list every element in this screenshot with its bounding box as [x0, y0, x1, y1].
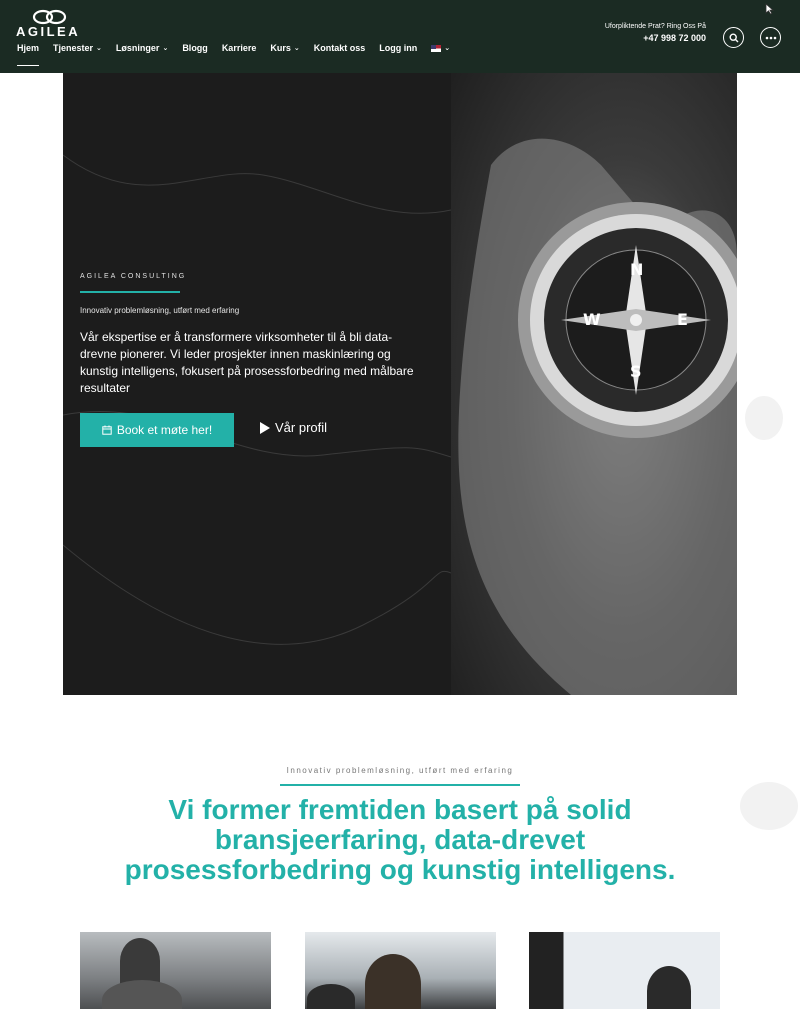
team-card-1[interactable]: [80, 932, 271, 1009]
eyebrow-divider: [80, 291, 180, 293]
calendar-icon: [102, 425, 112, 435]
person-photo: [307, 984, 355, 1009]
book-meeting-label: Book et møte her!: [116, 423, 213, 437]
nav-label: Tjenester: [53, 43, 94, 53]
person-photo: [647, 966, 691, 1009]
hero-subtitle: Innovativ problemløsning, utført med erfaring: [80, 306, 240, 315]
book-meeting-button[interactable]: [80, 413, 234, 447]
search-button[interactable]: [723, 27, 744, 48]
more-icon: [765, 36, 777, 40]
person-photo: [120, 938, 160, 984]
section-title: Vi former fremtiden basert på solid bransjeerfaring, data-drevet prosessforbedring og kunstig intelligens.: [124, 794, 676, 885]
nav-label: Kontakt oss: [313, 43, 366, 53]
contact-info: [605, 23, 706, 43]
team-card-2[interactable]: [305, 932, 496, 1009]
search-icon: [729, 33, 739, 43]
more-button[interactable]: [760, 27, 781, 48]
person-photo: [102, 980, 182, 1009]
nav-item-karriere[interactable]: [222, 43, 257, 53]
nav-item-losninger[interactable]: [116, 43, 168, 53]
nav-item-logg-inn[interactable]: [379, 43, 417, 53]
hero-description: Vår ekspertise er å transformere virksomheter til å bli data-drevne pionerer. Vi leder prosjekter innen maskinlæring og kunstig intelligens, fokusert på prosessforbedring med målbare resultater: [80, 330, 414, 395]
team-card-3[interactable]: [529, 932, 720, 1009]
svg-text:N: N: [630, 260, 644, 279]
hero-eyebrow: AGILEA CONSULTING: [80, 273, 187, 280]
svg-text:E: E: [677, 310, 688, 329]
mouse-cursor-icon: [765, 3, 774, 15]
main-nav: [17, 43, 464, 53]
logo-wordmark: AGILEA: [16, 24, 81, 39]
nav-label: Kurs: [270, 43, 291, 53]
chevron-down-icon: ⌄: [96, 45, 102, 52]
nav-label: Blogg: [182, 43, 208, 53]
site-header: [0, 0, 800, 73]
decorative-blob: [740, 782, 798, 830]
person-photo: [365, 954, 421, 1009]
nav-label: Løsninger: [115, 43, 160, 53]
nav-item-hjem[interactable]: [17, 43, 39, 53]
chevron-down-icon: ⌄: [162, 45, 169, 52]
svg-text:W: W: [583, 310, 601, 329]
compass-in-hand-illustration: [451, 25, 737, 695]
nav-item-kurs[interactable]: [270, 43, 299, 53]
us-flag-icon: [431, 45, 441, 52]
chevron-down-icon: ⌄: [293, 45, 300, 52]
contact-label: Uforpliktende Prat? Ring Oss På: [604, 23, 706, 30]
nav-label: Hjem: [17, 43, 40, 53]
play-icon: [260, 422, 270, 434]
section-divider: [280, 784, 520, 786]
svg-text:S: S: [630, 362, 642, 381]
profile-link[interactable]: [260, 420, 327, 435]
nav-item-kontakt[interactable]: [314, 43, 366, 53]
profile-link-label: Vår profil: [275, 420, 328, 435]
hero-section: [63, 25, 737, 695]
nav-label: Logg inn: [379, 43, 418, 53]
decorative-blob: [745, 396, 783, 440]
nav-item-blogg[interactable]: [182, 43, 208, 53]
nav-item-tjenester[interactable]: [53, 43, 102, 53]
chevron-down-icon: ⌄: [444, 45, 451, 52]
section-eyebrow: Innovativ problemløsning, utført med erfaring: [286, 766, 514, 775]
nav-label: Karriere: [221, 43, 257, 53]
contact-phone[interactable]: +47 998 72 000: [643, 33, 706, 43]
language-switcher[interactable]: [431, 43, 450, 53]
compass-image: [451, 25, 737, 695]
